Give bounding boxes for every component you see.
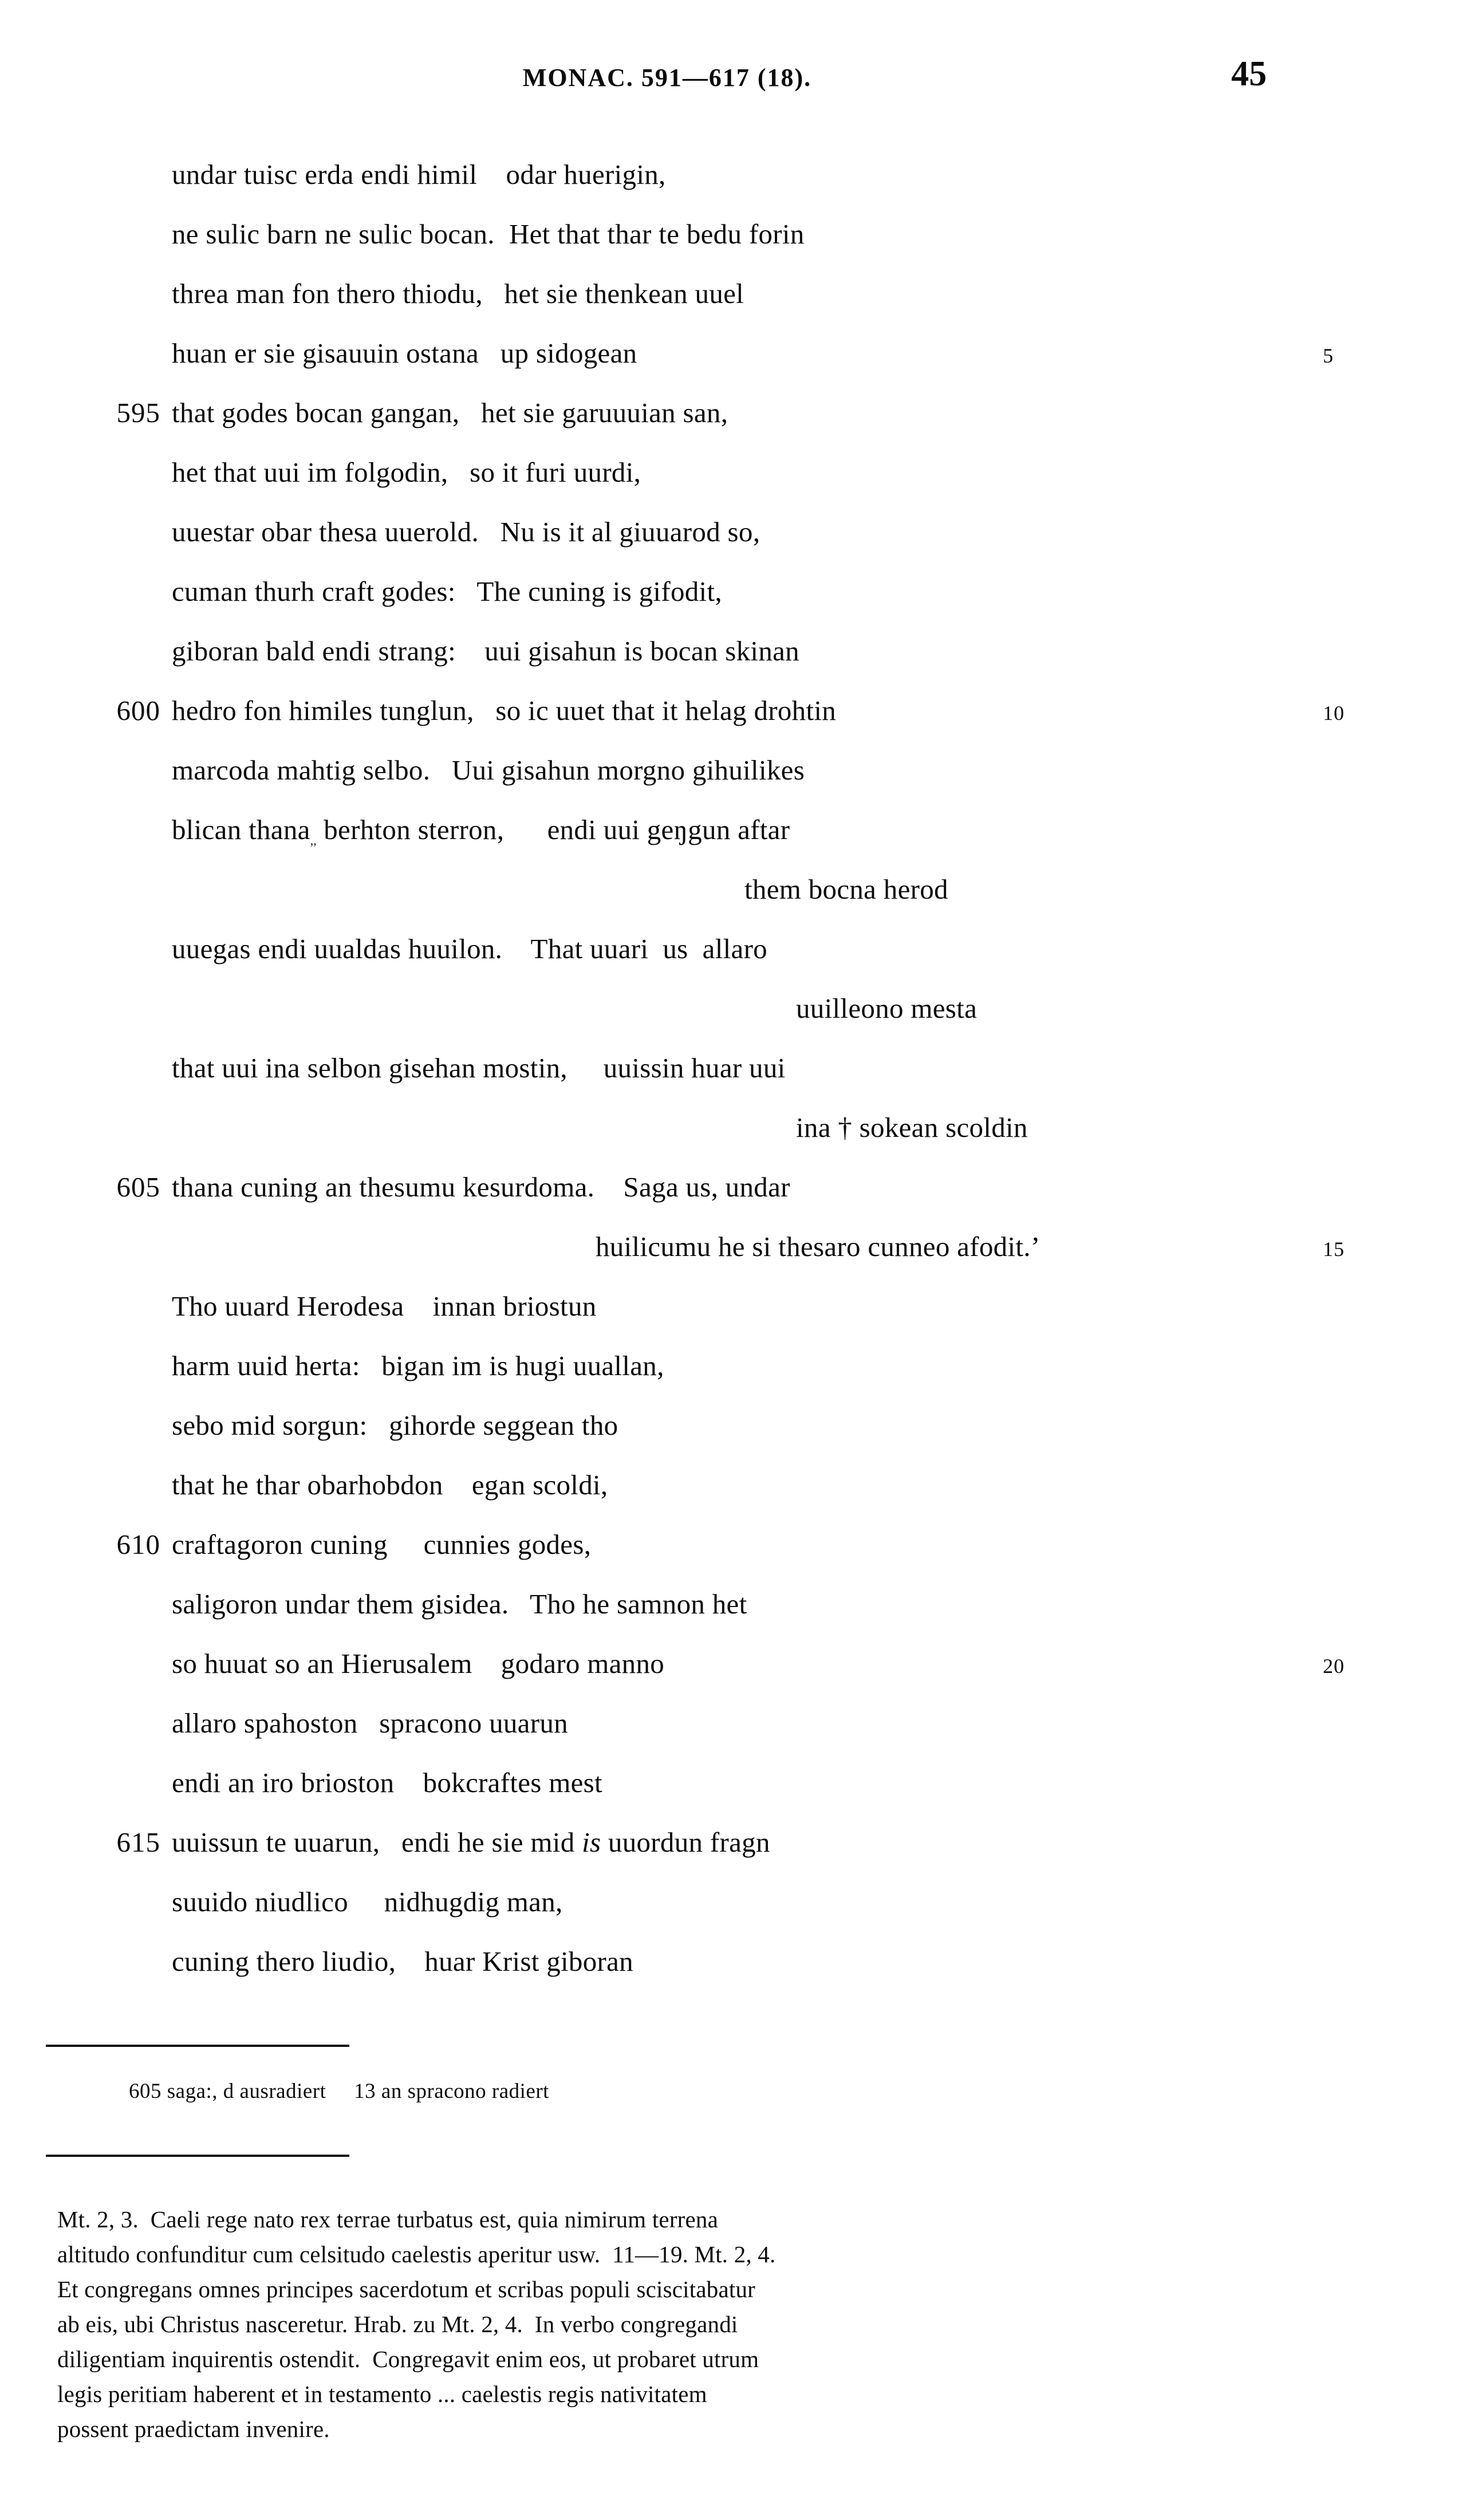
verse-runover-text: uuilleono mesta [796, 993, 978, 1024]
marginal-line-count: 10 [1323, 702, 1345, 724]
textual-apparatus: 605 saga:, d ausradiert 13 an spracono radiert [129, 2080, 549, 2103]
verse-line-text: cuman thurh craft godes: The cuning is gifodit, [172, 576, 722, 607]
verse-block [0, 158, 1466, 2005]
page-number: 45 [1231, 54, 1267, 93]
verse-line [0, 694, 1466, 754]
apparatus-top-rule [46, 2045, 349, 2047]
verse-line [0, 1290, 1466, 1349]
verse-line [0, 1766, 1466, 1826]
marginal-line-count: 5 [1323, 344, 1334, 367]
verse-line [0, 1826, 1466, 1885]
verse-line [0, 277, 1466, 337]
verse-line-text: uuissun te uuarun, endi he sie mid is uuordun fragn [172, 1826, 770, 1858]
verse-line-text: het that uui im folgodin, so it furi uurdi, [172, 456, 641, 488]
verse-line-text: so huuat so an Hierusalem godaro manno [172, 1648, 665, 1679]
verse-line [0, 1707, 1466, 1766]
verse-line-text: threa man fon thero thiodu, het sie thenkean uuel [172, 278, 744, 309]
editorial-subscript-mark: ,, [310, 833, 317, 848]
verse-line-number: 600 [116, 695, 160, 726]
verse-line-text: giboran bald endi strang: uui gisahun is bocan skinan [172, 635, 799, 667]
verse-line-text: blican thana$_{,,}$ berhton sterron, endi uui geŋgun aftar [172, 814, 790, 848]
verse-line [0, 1409, 1466, 1468]
verse-line [0, 1528, 1466, 1588]
verse-line [0, 1588, 1466, 1647]
commentary-line: Et congregans omnes principes sacerdotum et scribas populi sciscitabatur [57, 2276, 755, 2302]
verse-line [0, 754, 1466, 813]
verse-line [0, 932, 1466, 992]
verse-line-text: Tho uuard Herodesa innan briostun [172, 1290, 597, 1322]
verse-line [0, 1468, 1466, 1528]
page-header [0, 54, 1466, 115]
verse-line-text: huan er sie gisauuin ostana up sidogean [172, 337, 637, 369]
verse-line-text: hedro fon himiles tunglun, so ic uuet that it helag drohtin [172, 695, 837, 726]
verse-line [0, 873, 1466, 932]
commentary-line: diligentiam inquirentis ostendit. Congregavit enim eos, ut probaret utrum [57, 2346, 759, 2372]
verse-line-text: that godes bocan gangan, het sie garuuuian san, [172, 397, 728, 428]
verse-runover-text: them bocna herod [744, 873, 948, 905]
verse-runover-text: huilicumu he si thesaro cunneo afodit.’ [596, 1231, 1041, 1262]
verse-line-text: endi an iro brioston bokcraftes mest [172, 1767, 602, 1798]
verse-runover-text: ina † sokean scoldin [796, 1112, 1028, 1143]
commentary-line: Mt. 2, 3. Caeli rege nato rex terrae turbatus est, quia nimirum terrena [57, 2206, 719, 2232]
verse-line-text: that he thar obarhobdon egan scoldi, [172, 1469, 608, 1501]
verse-line [0, 992, 1466, 1052]
verse-line-text: uuegas endi uualdas huuilon. That uuari us allaro [172, 933, 767, 964]
verse-line-text: sebo mid sorgun: gihorde seggean tho [172, 1409, 618, 1441]
verse-line-text: marcoda mahtig selbo. Uui gisahun morgno gihuilikes [172, 754, 805, 786]
verse-line-text-tail: uuordun fragn [601, 1826, 770, 1858]
marginal-line-count: 20 [1323, 1655, 1345, 1678]
verse-line-text: saligoron undar them gisidea. Tho he samnon het [172, 1588, 747, 1620]
verse-line-text: thana cuning an thesumu kesurdoma. Saga us, undar [172, 1171, 790, 1203]
verse-line-text: cuning thero liudio, huar Krist giboran [172, 1946, 633, 1977]
verse-line [0, 1885, 1466, 1945]
verse-line-text: that uui ina selbon gisehan mostin, uuissin huar uui [172, 1052, 786, 1084]
running-title: MONAC. 591—617 (18). [522, 64, 812, 92]
verse-line-number: 615 [116, 1826, 160, 1858]
verse-line [0, 1945, 1466, 2005]
commentary-line: possent praedictam invenire. [57, 2416, 330, 2442]
verse-line-text: craftagoron cuning cunnies godes, [172, 1529, 592, 1560]
verse-line [0, 1052, 1466, 1111]
verse-line-text: ne sulic barn ne sulic bocan. Het that thar te bedu forin [172, 218, 805, 250]
verse-line [0, 1349, 1466, 1409]
latin-commentary [57, 2202, 1414, 2447]
verse-line-number: 610 [116, 1529, 160, 1560]
verse-line-text: undar tuisc erda endi himil odar huerigin, [172, 159, 666, 190]
marginal-line-count: 15 [1323, 1238, 1345, 1261]
verse-line [0, 396, 1466, 456]
verse-line [0, 515, 1466, 575]
commentary-line: altitudo confunditur cum celsitudo caelestis aperitur usw. 11—19. Mt. 2, 4. [57, 2241, 776, 2267]
verse-line [0, 456, 1466, 515]
verse-line-text: suuido niudlico nidhugdig man, [172, 1886, 563, 1917]
verse-line [0, 1647, 1466, 1707]
commentary-line: legis peritiam haberent et in testamento ... caelestis regis nativitatem [57, 2381, 707, 2407]
verse-line-number: 605 [116, 1171, 160, 1203]
verse-line [0, 1111, 1466, 1171]
verse-line [0, 635, 1466, 694]
verse-line [0, 218, 1466, 277]
verse-line-text: harm uuid herta: bigan im is hugi uuallan, [172, 1350, 664, 1381]
verse-line-text: allaro spahoston spracono uuarun [172, 1707, 568, 1739]
verse-line [0, 337, 1466, 396]
verse-line-text-tail: berhton sterron, endi uui geŋgun aftar [316, 814, 790, 845]
verse-line [0, 158, 1466, 218]
verse-line-text: uuestar obar thesa uuerold. Nu is it al giuuarod so, [172, 516, 760, 548]
verse-line [0, 575, 1466, 635]
verse-line [0, 813, 1466, 873]
verse-line [0, 1230, 1466, 1290]
italic-word: is [582, 1826, 601, 1858]
apparatus-bottom-rule [46, 2155, 349, 2157]
verse-line [0, 1171, 1466, 1230]
verse-line-number: 595 [116, 397, 160, 428]
commentary-line: ab eis, ubi Christus nasceretur. Hrab. zu Mt. 2, 4. In verbo congregandi [57, 2311, 738, 2337]
